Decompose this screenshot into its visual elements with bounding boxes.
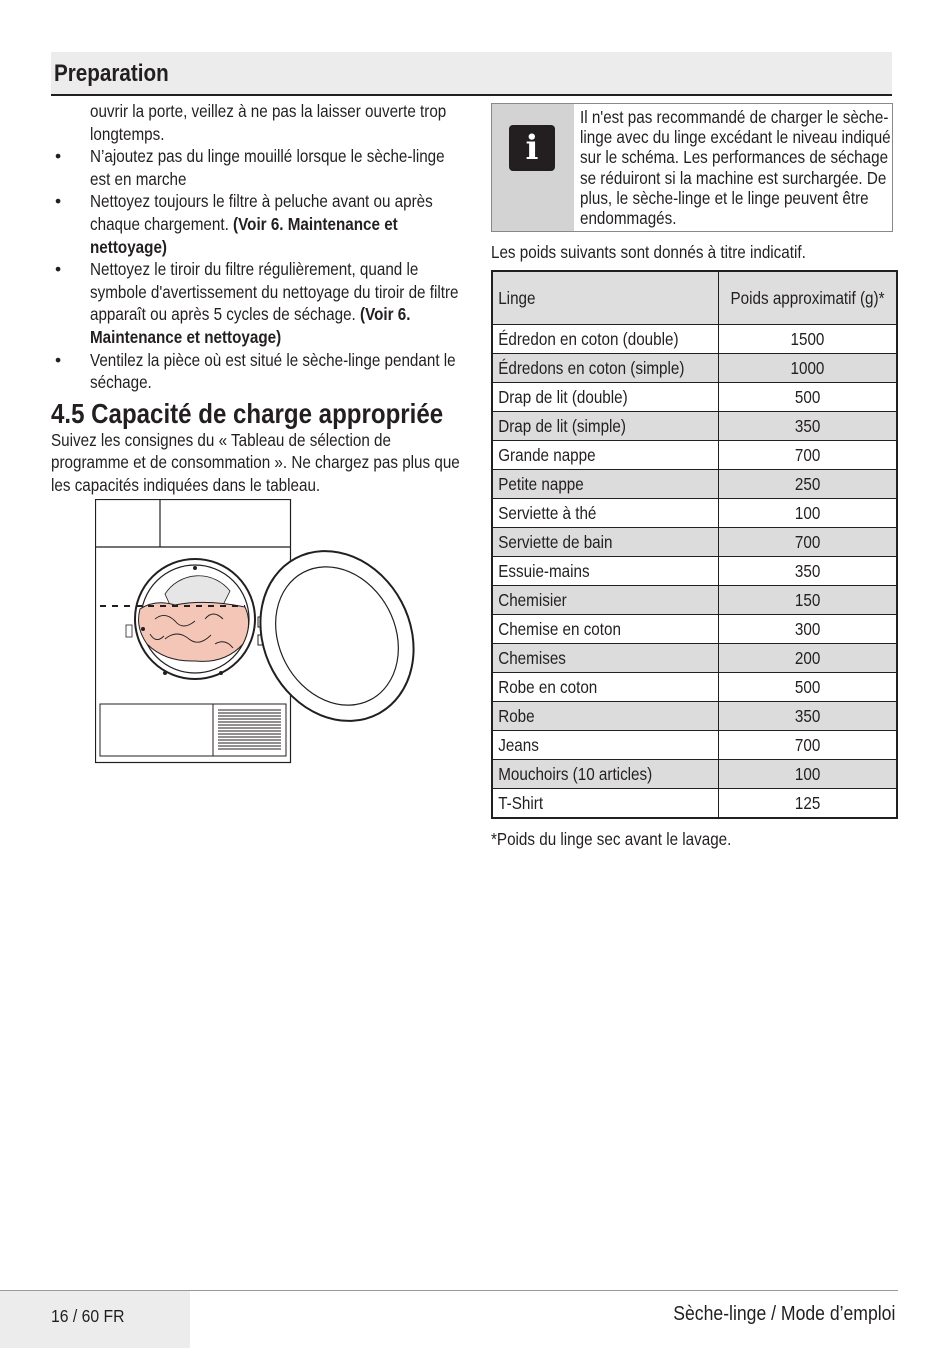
info-icon-panel <box>492 104 574 231</box>
column-header-linge: Linge <box>492 271 718 325</box>
info-note <box>491 103 893 232</box>
footer-title: Sèche-linge / Mode d’emploi <box>672 1303 895 1325</box>
bullet-symbol: • <box>55 259 62 280</box>
section-text: Suivez les consignes du « Tableau de sélection de programme et de consommation ». Ne chargez pas plus que les capacités indiquées dans le tableau. <box>51 429 460 495</box>
table-row: T-Shirt 125 <box>492 789 897 819</box>
bullet-symbol: • <box>55 146 62 167</box>
bullet-item: • N’ajoutez pas du linge mouillé lorsque le sèche-linge est en marche <box>55 146 445 189</box>
continuation-text: ouvrir la porte, veillez à ne pas la laisser ouverte trop longtemps. <box>90 101 447 144</box>
laundry-weights-table <box>491 270 898 819</box>
table-row: Petite nappe 250 <box>492 470 897 499</box>
table-row: Édredon en coton (double) 1500 <box>492 325 897 354</box>
table-row: Édredons en coton (simple) 1000 <box>492 354 897 383</box>
bullet-item: • Nettoyez toujours le filtre à peluche avant ou après chaque chargement. (Voir 6. Maintenance et nettoyage) <box>55 191 433 257</box>
table-row: Serviette de bain 700 <box>492 528 897 557</box>
info-icon: i <box>509 125 555 171</box>
table-intro: Les poids suivants sont donnés à titre indicatif. <box>491 242 806 262</box>
bullet-symbol: • <box>55 349 62 370</box>
table-row: Serviette à thé 100 <box>492 499 897 528</box>
bullet-item: • Ventilez la pièce où est situé le sèche-linge pendant le séchage. <box>55 349 456 393</box>
section-title: 4.5 Capacité de charge appropriée <box>51 397 444 429</box>
table-row: Robe en coton 500 <box>492 673 897 702</box>
dryer-load-illustration <box>95 499 415 764</box>
table-row: Chemises 200 <box>492 644 897 673</box>
table-row: Grande nappe 700 <box>492 441 897 470</box>
table-footnote: *Poids du linge sec avant le lavage. <box>491 829 732 849</box>
info-text: Il n'est pas recommandé de charger le sèche-linge avec du linge excédant le niveau indiqué sur le schéma. Les performances de séchage se réduiront si la machine est surchargée. De plus, le sèche-linge et le linge peuvent être endommagés. <box>580 107 891 229</box>
table-header-row <box>492 271 897 325</box>
table-row: Mouchoirs (10 articles) 100 <box>492 760 897 789</box>
table-row: Robe 350 <box>492 702 897 731</box>
table-row: Chemise en coton 300 <box>492 615 897 644</box>
page-title: Preparation <box>54 60 169 87</box>
left-column <box>51 100 461 497</box>
page-number: 16 / 60 FR <box>51 1306 125 1326</box>
page-header <box>51 52 892 96</box>
bullet-symbol: • <box>55 191 62 212</box>
table-row: Drap de lit (double) 500 <box>492 383 897 412</box>
table-row: Drap de lit (simple) 350 <box>492 412 897 441</box>
table-row: Chemisier 150 <box>492 586 897 615</box>
table-row: Jeans 700 <box>492 731 897 760</box>
column-header-weight: Poids approximatif (g)* <box>718 271 897 325</box>
bullet-item: • Nettoyez le tiroir du filtre régulièrement, quand le symbole d'avertissement du nettoyage du tiroir de filtre apparaît ou après 5 cycles de séchage. (Voir 6. Maintenance et nettoyage) <box>55 259 459 347</box>
table-row: Essuie-mains 350 <box>492 557 897 586</box>
